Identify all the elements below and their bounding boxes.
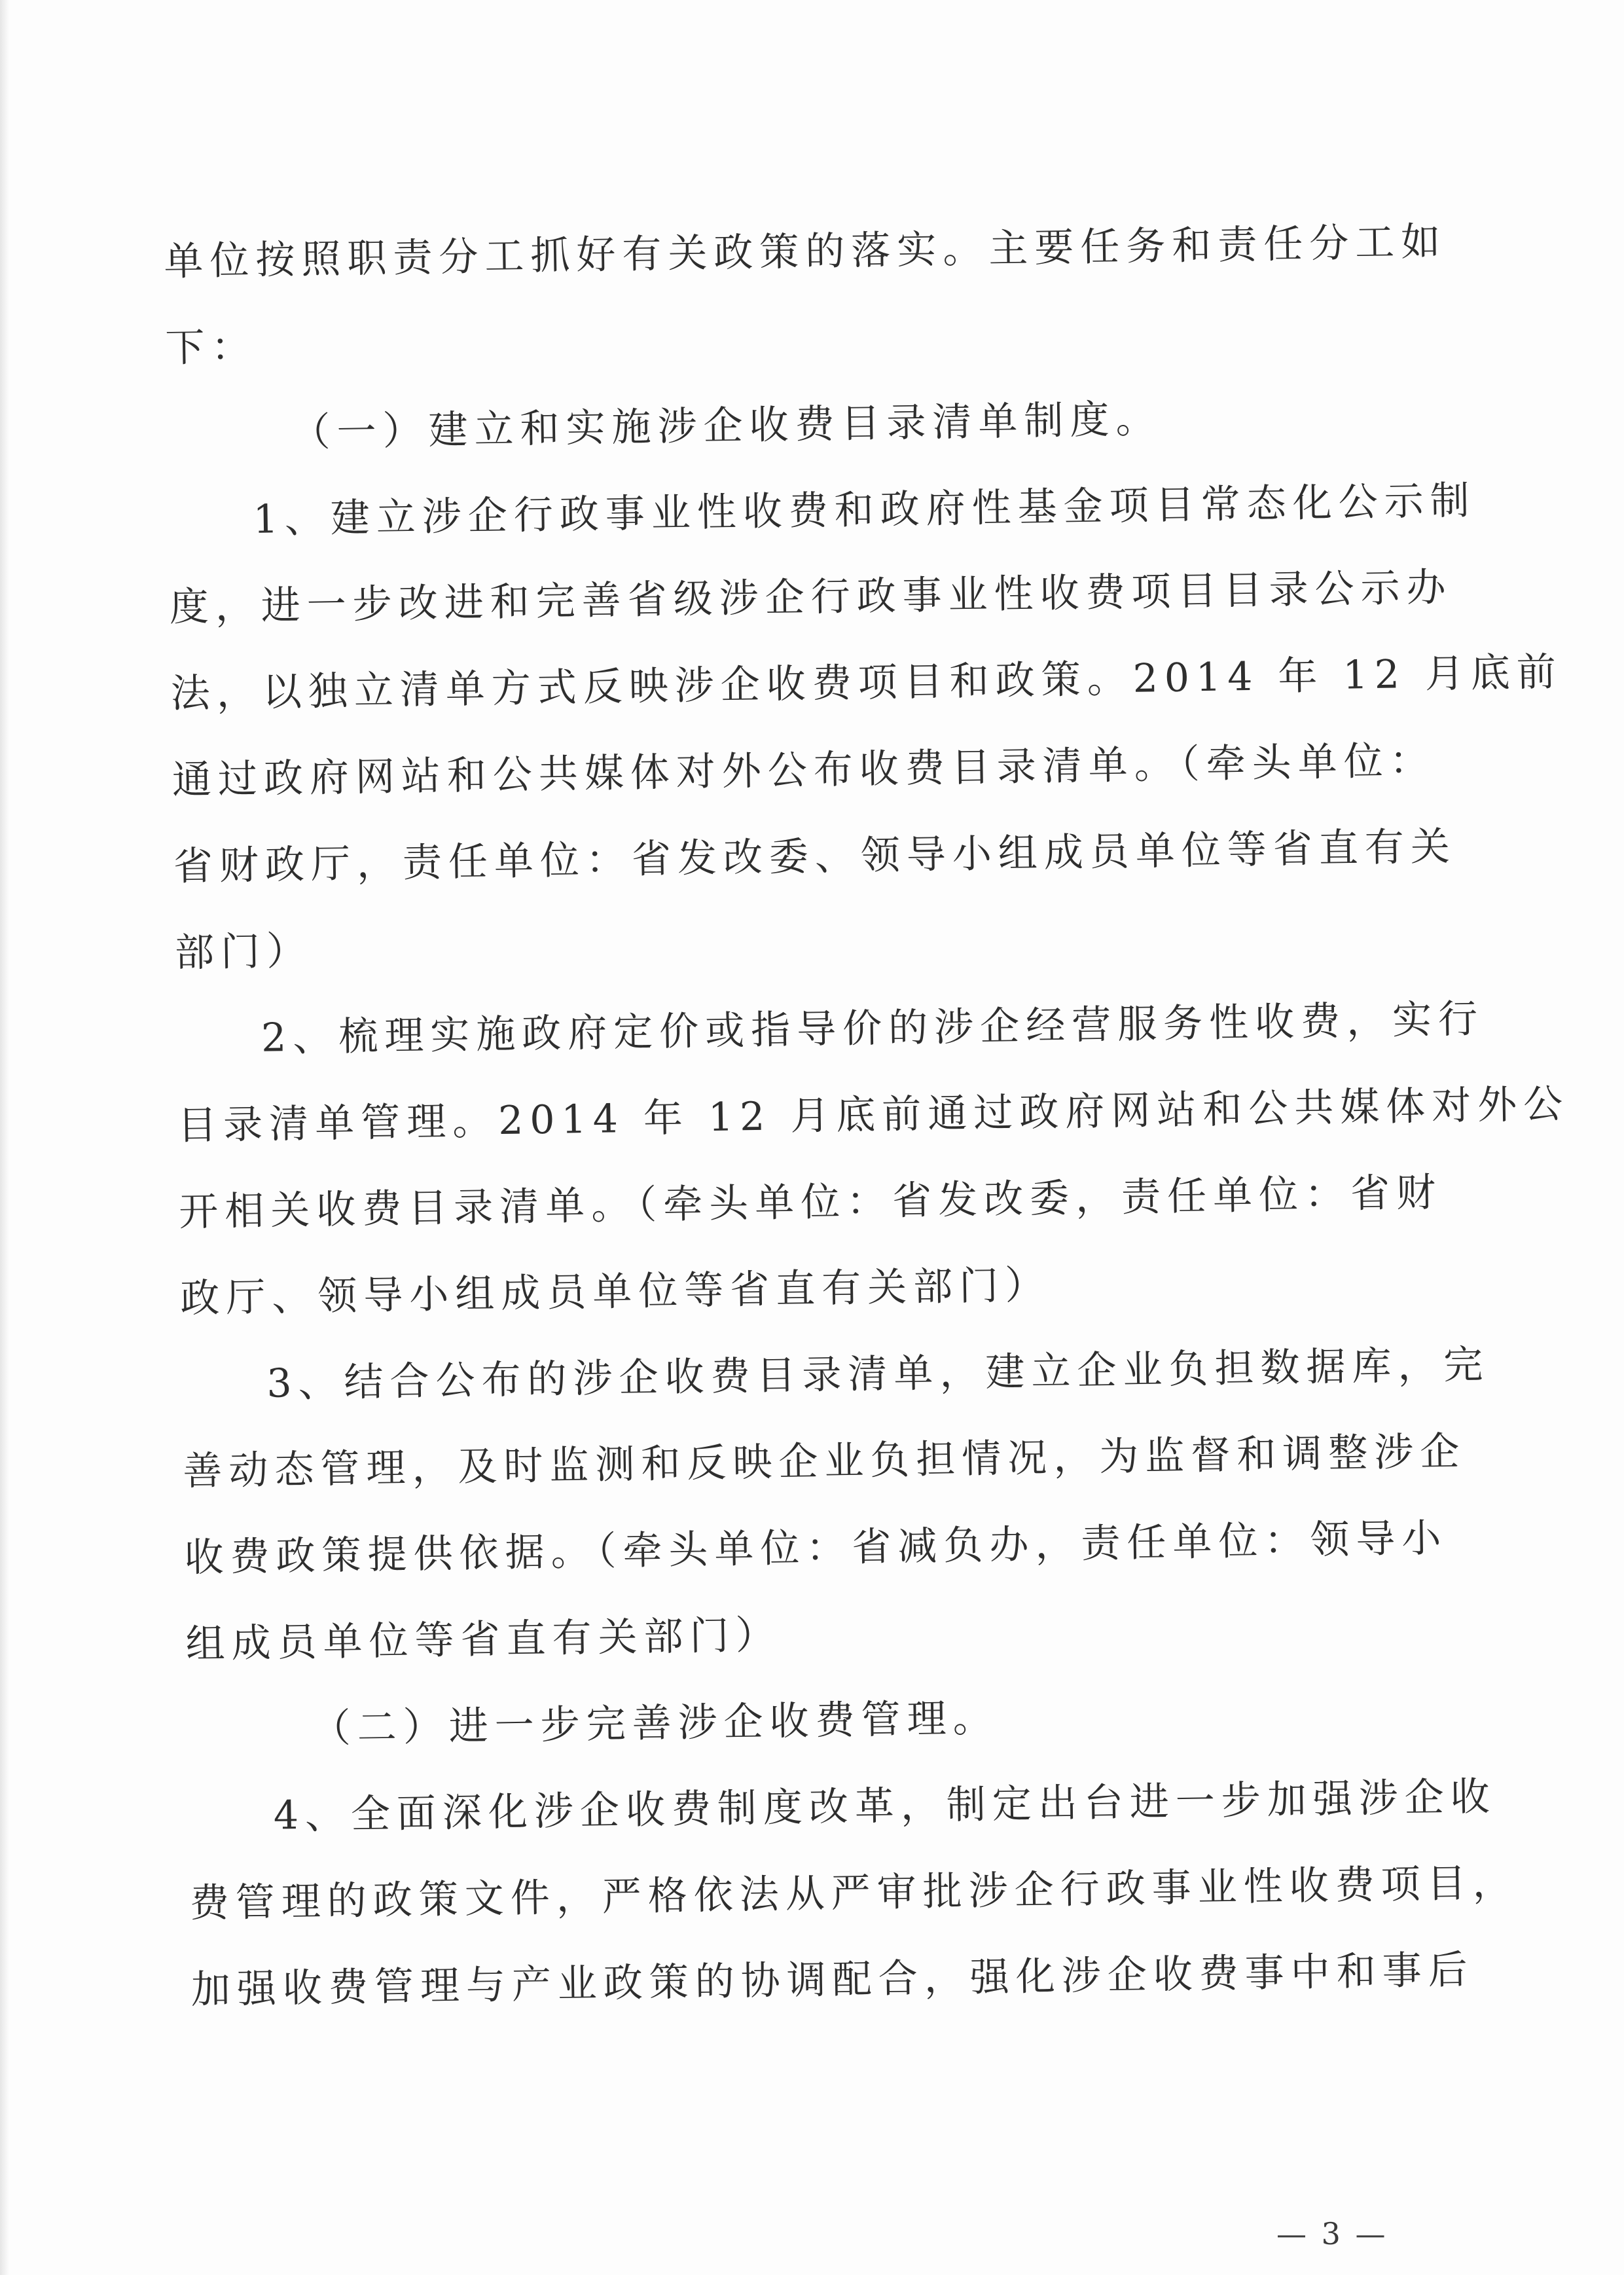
text-line: 度，进一步改进和完善省级涉企行政事业性收费项目目录公示办 bbox=[169, 564, 1453, 630]
text-line: 3、结合公布的涉企收费目录清单，建立企业负担数据库，完 bbox=[266, 1341, 1490, 1407]
text-line: 省财政厅，责任单位：省发改委、领导小组成员单位等省直有关 bbox=[173, 824, 1457, 890]
text-line: 2、梳理实施政府定价或指导价的涉企经营服务性收费，实行 bbox=[261, 996, 1485, 1061]
text-line: 通过政府网站和公共媒体对外公布收费目录清单。（牵头单位： bbox=[171, 737, 1436, 803]
scan-edge-shadow bbox=[0, 0, 9, 2275]
text-line: 开相关收费目录清单。（牵头单位：省发改委，责任单位：省财 bbox=[178, 1169, 1443, 1235]
text-line: 下： bbox=[164, 323, 258, 371]
text-line: 4、全面深化涉企收费制度改革，制定出台进一步加强涉企收 bbox=[273, 1774, 1497, 1839]
text-line: 加强收费管理与产业政策的协调配合，强化涉企收费事中和事后 bbox=[190, 1946, 1475, 2013]
section-heading: （二）进一步完善涉企收费管理。 bbox=[311, 1695, 1000, 1752]
page-number: — 3 — bbox=[1276, 2216, 1388, 2251]
text-line: 费管理的政策文件，严格依法从严审批涉企行政事业性收费项目， bbox=[189, 1859, 1519, 1927]
text-line: 政厅、领导小组成员单位等省直有关部门） bbox=[179, 1262, 1051, 1322]
text-line: 单位按照职责分工抓好有关政策的落实。主要任务和责任分工如 bbox=[163, 219, 1447, 285]
text-line: 收费政策提供依据。（牵头单位：省减负办，责任单位：领导小 bbox=[184, 1515, 1448, 1581]
text-line: 1、建立涉企行政事业性收费和政府性基金项目常态化公示制 bbox=[253, 477, 1477, 543]
body-text bbox=[163, 219, 1570, 2057]
text-line: 组成员单位等省直有关部门） bbox=[185, 1612, 782, 1667]
text-line: 目录清单管理。2014 年 12 月底前通过政府网站和公共媒体对外公 bbox=[177, 1081, 1570, 1149]
text-line: 善动态管理，及时监测和反映企业负担情况，为监督和调整涉企 bbox=[182, 1428, 1466, 1495]
text-line: 部门） bbox=[174, 928, 313, 976]
text-line: 法，以独立清单方式反映涉企收费项目和政策。2014 年 12 月底前 bbox=[170, 649, 1563, 717]
section-heading: （一）建立和实施涉企收费目录清单制度。 bbox=[291, 396, 1162, 456]
